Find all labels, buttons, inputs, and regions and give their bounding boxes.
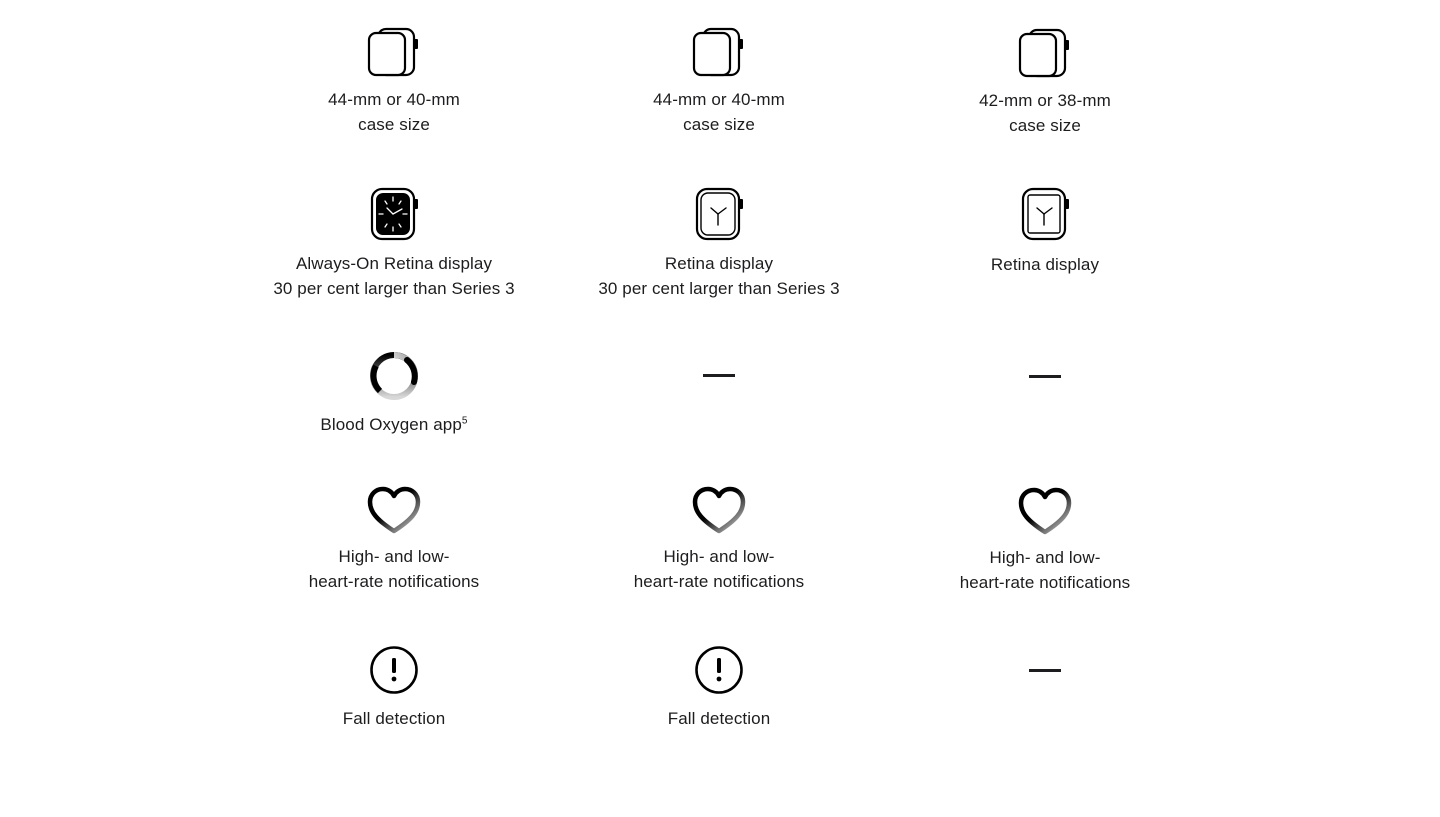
heart-rate-line-2: heart-rate notifications bbox=[308, 572, 480, 591]
heart-rate-line-2: heart-rate notifications bbox=[959, 573, 1131, 592]
dash-icon bbox=[1029, 669, 1061, 672]
heart-rate-cell bbox=[569, 486, 869, 594]
watch-retina-display-icon bbox=[1019, 187, 1071, 241]
blood-oxygen-text bbox=[244, 412, 544, 437]
watch-retina-display-icon bbox=[693, 187, 745, 241]
blood-oxygen-label-text: Blood Oxygen app bbox=[320, 415, 462, 434]
watch-always-on-display-icon bbox=[368, 187, 420, 241]
display-cell bbox=[895, 187, 1195, 277]
display-line-1: Always-On Retina display bbox=[295, 254, 493, 273]
display-label bbox=[569, 251, 869, 301]
heart-rate-line-1: High- and low- bbox=[989, 548, 1101, 567]
case-size-cell bbox=[244, 26, 544, 137]
case-size-line-2: case size bbox=[1009, 116, 1081, 135]
case-size-line-1: 44-mm or 40-mm bbox=[328, 90, 460, 109]
fall-detection-icon bbox=[368, 644, 420, 696]
display-cell bbox=[569, 187, 869, 301]
heart-rate-line-1: High- and low- bbox=[663, 547, 775, 566]
case-size-line-1: 44-mm or 40-mm bbox=[653, 90, 785, 109]
heart-icon bbox=[692, 486, 746, 536]
dash-icon bbox=[1029, 375, 1061, 378]
display-label bbox=[244, 251, 544, 301]
heart-rate-label bbox=[895, 545, 1195, 595]
watch-case-icon bbox=[1017, 27, 1073, 79]
heart-rate-label bbox=[244, 544, 544, 594]
heart-rate-cell bbox=[244, 486, 544, 594]
blood-oxygen-cell bbox=[569, 374, 869, 377]
fall-detection-text: Fall detection bbox=[667, 709, 771, 728]
case-size-cell bbox=[569, 26, 869, 137]
display-label bbox=[895, 252, 1195, 277]
case-size-line-1: 42-mm or 38-mm bbox=[979, 91, 1111, 110]
case-size-label bbox=[244, 87, 544, 137]
heart-icon bbox=[367, 486, 421, 536]
watch-case-icon bbox=[691, 26, 747, 78]
footnote-5[interactable]: 5 bbox=[461, 415, 468, 427]
blood-oxygen-cell bbox=[244, 349, 544, 437]
heart-rate-cell bbox=[895, 487, 1195, 595]
case-size-line-2: case size bbox=[358, 115, 430, 134]
case-size-line-2: case size bbox=[683, 115, 755, 134]
display-line-1: Retina display bbox=[664, 254, 774, 273]
fall-detection-text: Fall detection bbox=[342, 709, 446, 728]
heart-icon bbox=[1018, 487, 1072, 537]
watch-case-icon bbox=[366, 26, 422, 78]
heart-rate-line-1: High- and low- bbox=[338, 547, 450, 566]
display-line-1: Retina display bbox=[990, 255, 1100, 274]
heart-rate-line-2: heart-rate notifications bbox=[633, 572, 805, 591]
display-line-2: 30 per cent larger than Series 3 bbox=[598, 279, 840, 298]
blood-oxygen-label bbox=[244, 412, 544, 437]
blood-oxygen-icon bbox=[367, 349, 421, 403]
case-size-label bbox=[895, 88, 1195, 138]
fall-detection-label bbox=[569, 706, 869, 731]
fall-detection-cell bbox=[569, 644, 869, 731]
fall-detection-label bbox=[244, 706, 544, 731]
fall-detection-cell bbox=[895, 669, 1195, 672]
display-cell bbox=[244, 187, 544, 301]
case-size-cell bbox=[895, 27, 1195, 138]
blood-oxygen-cell bbox=[895, 375, 1195, 378]
display-line-2: 30 per cent larger than Series 3 bbox=[273, 279, 515, 298]
fall-detection-cell bbox=[244, 644, 544, 731]
case-size-label bbox=[569, 87, 869, 137]
dash-icon bbox=[703, 374, 735, 377]
fall-detection-icon bbox=[693, 644, 745, 696]
heart-rate-label bbox=[569, 544, 869, 594]
